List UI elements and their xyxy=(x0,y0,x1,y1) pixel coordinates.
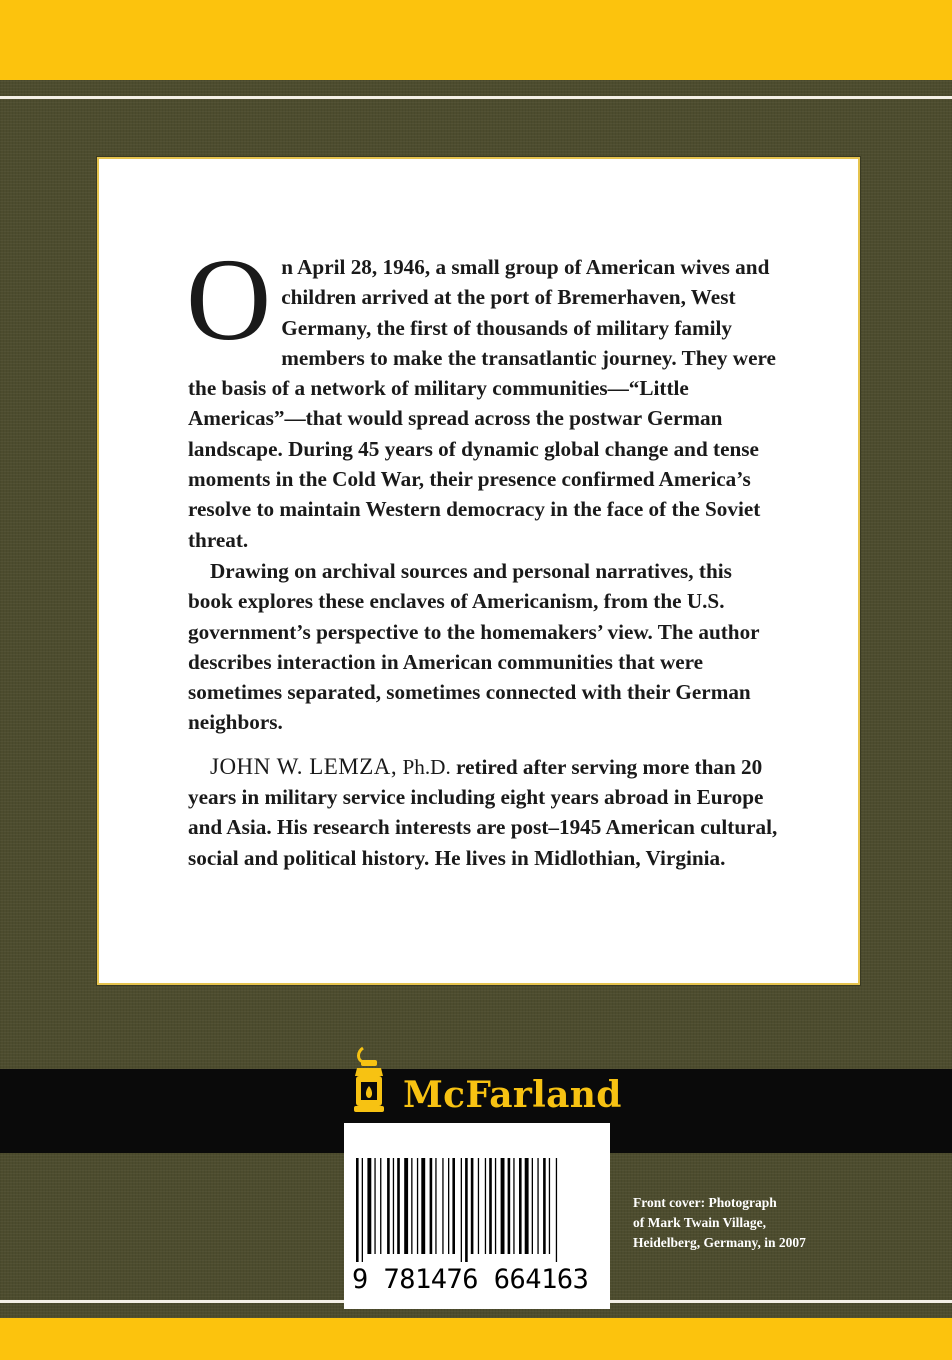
barcode-bar xyxy=(448,1158,449,1254)
barcode-bar xyxy=(525,1158,529,1254)
cover-credit-line-1: Front cover: Photograph xyxy=(633,1195,777,1210)
author-name: JOHN W. LEMZA, xyxy=(210,753,398,779)
barcode-bar xyxy=(411,1158,412,1254)
barcode-bar xyxy=(471,1158,474,1254)
barcode-bar xyxy=(404,1158,408,1254)
barcode-bar xyxy=(461,1158,462,1262)
barcode-bar xyxy=(556,1158,557,1262)
barcode-bar xyxy=(478,1158,479,1254)
barcode-bar xyxy=(465,1158,468,1262)
barcode-bar xyxy=(485,1158,486,1254)
barcode-bar xyxy=(549,1158,550,1254)
barcode-bar xyxy=(417,1158,418,1254)
barcode-bar xyxy=(537,1158,538,1254)
blurb-text xyxy=(186,234,778,873)
barcode-box xyxy=(344,1123,610,1309)
barcode-bar xyxy=(387,1158,390,1254)
author-bio-text: retired after serving more than 20 years in military service including eight years abroad in Europe and Asia. His research interests are post–1945 American cultural, social and political history. He lives in Midlothian, Virginia. xyxy=(188,754,778,870)
barcode-bar xyxy=(374,1158,375,1254)
barcode-bar xyxy=(452,1158,455,1254)
barcode-bar xyxy=(356,1158,359,1262)
drop-cap: O xyxy=(186,234,272,365)
barcode-bar xyxy=(421,1158,425,1254)
top-yellow-band xyxy=(0,0,952,80)
cover-credit-line-2: of Mark Twain Village, xyxy=(633,1215,767,1230)
barcode-bar xyxy=(543,1158,546,1254)
barcode-bar xyxy=(501,1158,505,1254)
barcode-bar xyxy=(393,1158,394,1254)
barcode-bar xyxy=(435,1158,436,1254)
barcode-bar xyxy=(532,1158,533,1254)
bottom-yellow-band xyxy=(0,1318,952,1360)
barcode-bar xyxy=(380,1158,381,1254)
barcode-bar xyxy=(508,1158,511,1254)
isbn-number: 9 781476 664163 xyxy=(352,1264,589,1295)
barcode-bar xyxy=(489,1158,492,1254)
cover-credit-line-3: Heidelberg, Germany, in 2007 xyxy=(633,1235,806,1250)
author-degree: Ph.D. xyxy=(402,754,451,779)
barcode-bar xyxy=(397,1158,400,1254)
blurb-paragraph-2: Drawing on archival sources and personal narratives, this book explores these enclaves of Americanism, from the U.S. government’s perspective to the homemakers’ view. The author describes interaction in American communities that were sometimes separated, sometimes connected with their German neighbors. xyxy=(188,558,760,735)
blurb-paragraph-1-text: n April 28, 1946, a small group of American wives and children arrived at the port of Bremerhaven, West Germany, the first of thousands of military family members to make the transatlantic journey. They were the basis of a network of military communities—“Little Americas”—that would spread across the postwar German landscape. During 45 years of dynamic global change and tense moments in the Cold War, their presence confirmed America’s resolve to maintain Western democracy in the face of the Soviet threat. xyxy=(188,255,776,552)
lamp-icon xyxy=(347,1046,391,1118)
blurb-paragraph-1 xyxy=(186,234,778,555)
author-bio xyxy=(188,752,778,873)
barcode-bar xyxy=(442,1158,443,1254)
barcode-bar xyxy=(367,1158,371,1254)
barcode-bar xyxy=(495,1158,496,1254)
barcode-bar xyxy=(513,1158,514,1254)
barcode-bar xyxy=(430,1158,433,1254)
top-white-rule xyxy=(0,96,952,99)
barcode-bar xyxy=(362,1158,363,1262)
isbn-barcode xyxy=(354,1158,600,1262)
barcode-bar xyxy=(519,1158,522,1254)
publisher-name: McFarland xyxy=(403,1074,622,1116)
cover-credit xyxy=(633,1193,843,1253)
